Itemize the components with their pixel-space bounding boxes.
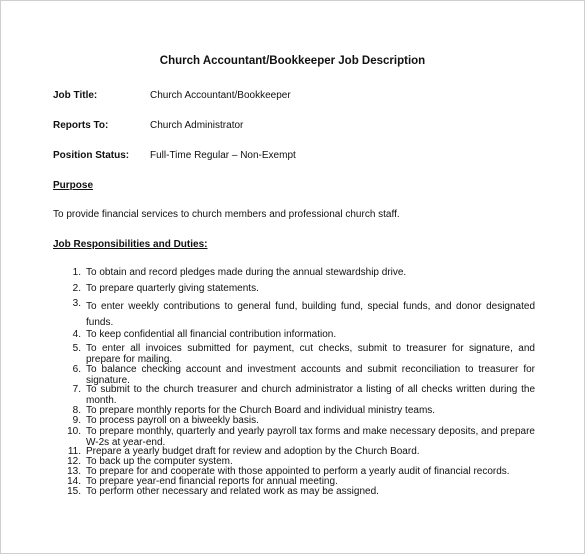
position-status-label: Position Status:	[53, 150, 130, 161]
list-item-text: To back up the computer system.	[86, 456, 233, 467]
list-item-text: To enter all invoices submitted for payment, cut checks, submit to treasurer for signature, and prepare for mailing.	[86, 343, 535, 365]
list-item-text: To process payroll on a biweekly basis.	[86, 415, 259, 426]
list-item-number: 9.	[72, 415, 81, 426]
job-title-label: Job Title:	[53, 90, 98, 101]
list-item-number: 14.	[67, 476, 81, 487]
list-item-text: Prepare a yearly budget draft for review and adoption by the Church Board.	[86, 446, 420, 457]
list-item-number: 12.	[67, 456, 81, 467]
list-item-number: 10.	[67, 426, 81, 437]
list-item-number: 7.	[72, 384, 81, 395]
list-item-number: 13.	[67, 466, 81, 477]
list-item-number: 5.	[72, 343, 81, 354]
list-item-text: To perform other necessary and related work as may be assigned.	[86, 486, 379, 497]
list-item-number: 1.	[72, 267, 81, 278]
job-title-value: Church Accountant/Bookkeeper	[150, 90, 291, 101]
reports-to-label: Reports To:	[53, 120, 109, 131]
list-item-text: To prepare year-end financial reports for annual meeting.	[86, 476, 338, 487]
list-item-text: To prepare for and cooperate with those appointed to perform a yearly audit of financial records.	[86, 466, 510, 477]
list-item-text: To balance checking account and investment accounts and submit reconciliation to treasurer for signature.	[86, 364, 535, 386]
list-item-text: To keep confidential all financial contribution information.	[86, 329, 337, 340]
reports-to-value: Church Administrator	[150, 120, 244, 131]
list-item-text: To prepare monthly, quarterly and yearly payroll tax forms and make necessary deposits, and prepare W-2s at year-end.	[86, 426, 535, 448]
list-item-text: To submit to the church treasurer and church administrator a listing of all checks written during the month.	[86, 384, 535, 406]
purpose-heading: Purpose	[53, 180, 94, 191]
position-status-value: Full-Time Regular – Non-Exempt	[150, 150, 296, 161]
purpose-text: To provide financial services to church members and professional church staff.	[53, 209, 400, 220]
list-item-text: To enter weekly contributions to general fund, building fund, special funds, and donor designated funds.	[86, 301, 535, 328]
list-item-text: To obtain and record pledges made during the annual stewardship drive.	[86, 267, 407, 278]
list-item-number: 6.	[72, 364, 81, 375]
duties-heading: Job Responsibilities and Duties:	[53, 239, 208, 250]
document-title: Church Accountant/Bookkeeper Job Description	[159, 55, 426, 67]
list-item-number: 15.	[67, 486, 81, 497]
list-item-number: 8.	[72, 405, 81, 416]
list-item-text: To prepare quarterly giving statements.	[86, 283, 259, 294]
list-item-number: 11.	[67, 446, 81, 457]
list-item-text: To prepare monthly reports for the Church Board and individual ministry teams.	[86, 405, 436, 416]
list-item-number: 2.	[72, 283, 81, 294]
list-item-number: 3.	[72, 298, 81, 309]
list-item-number: 4.	[72, 329, 81, 340]
